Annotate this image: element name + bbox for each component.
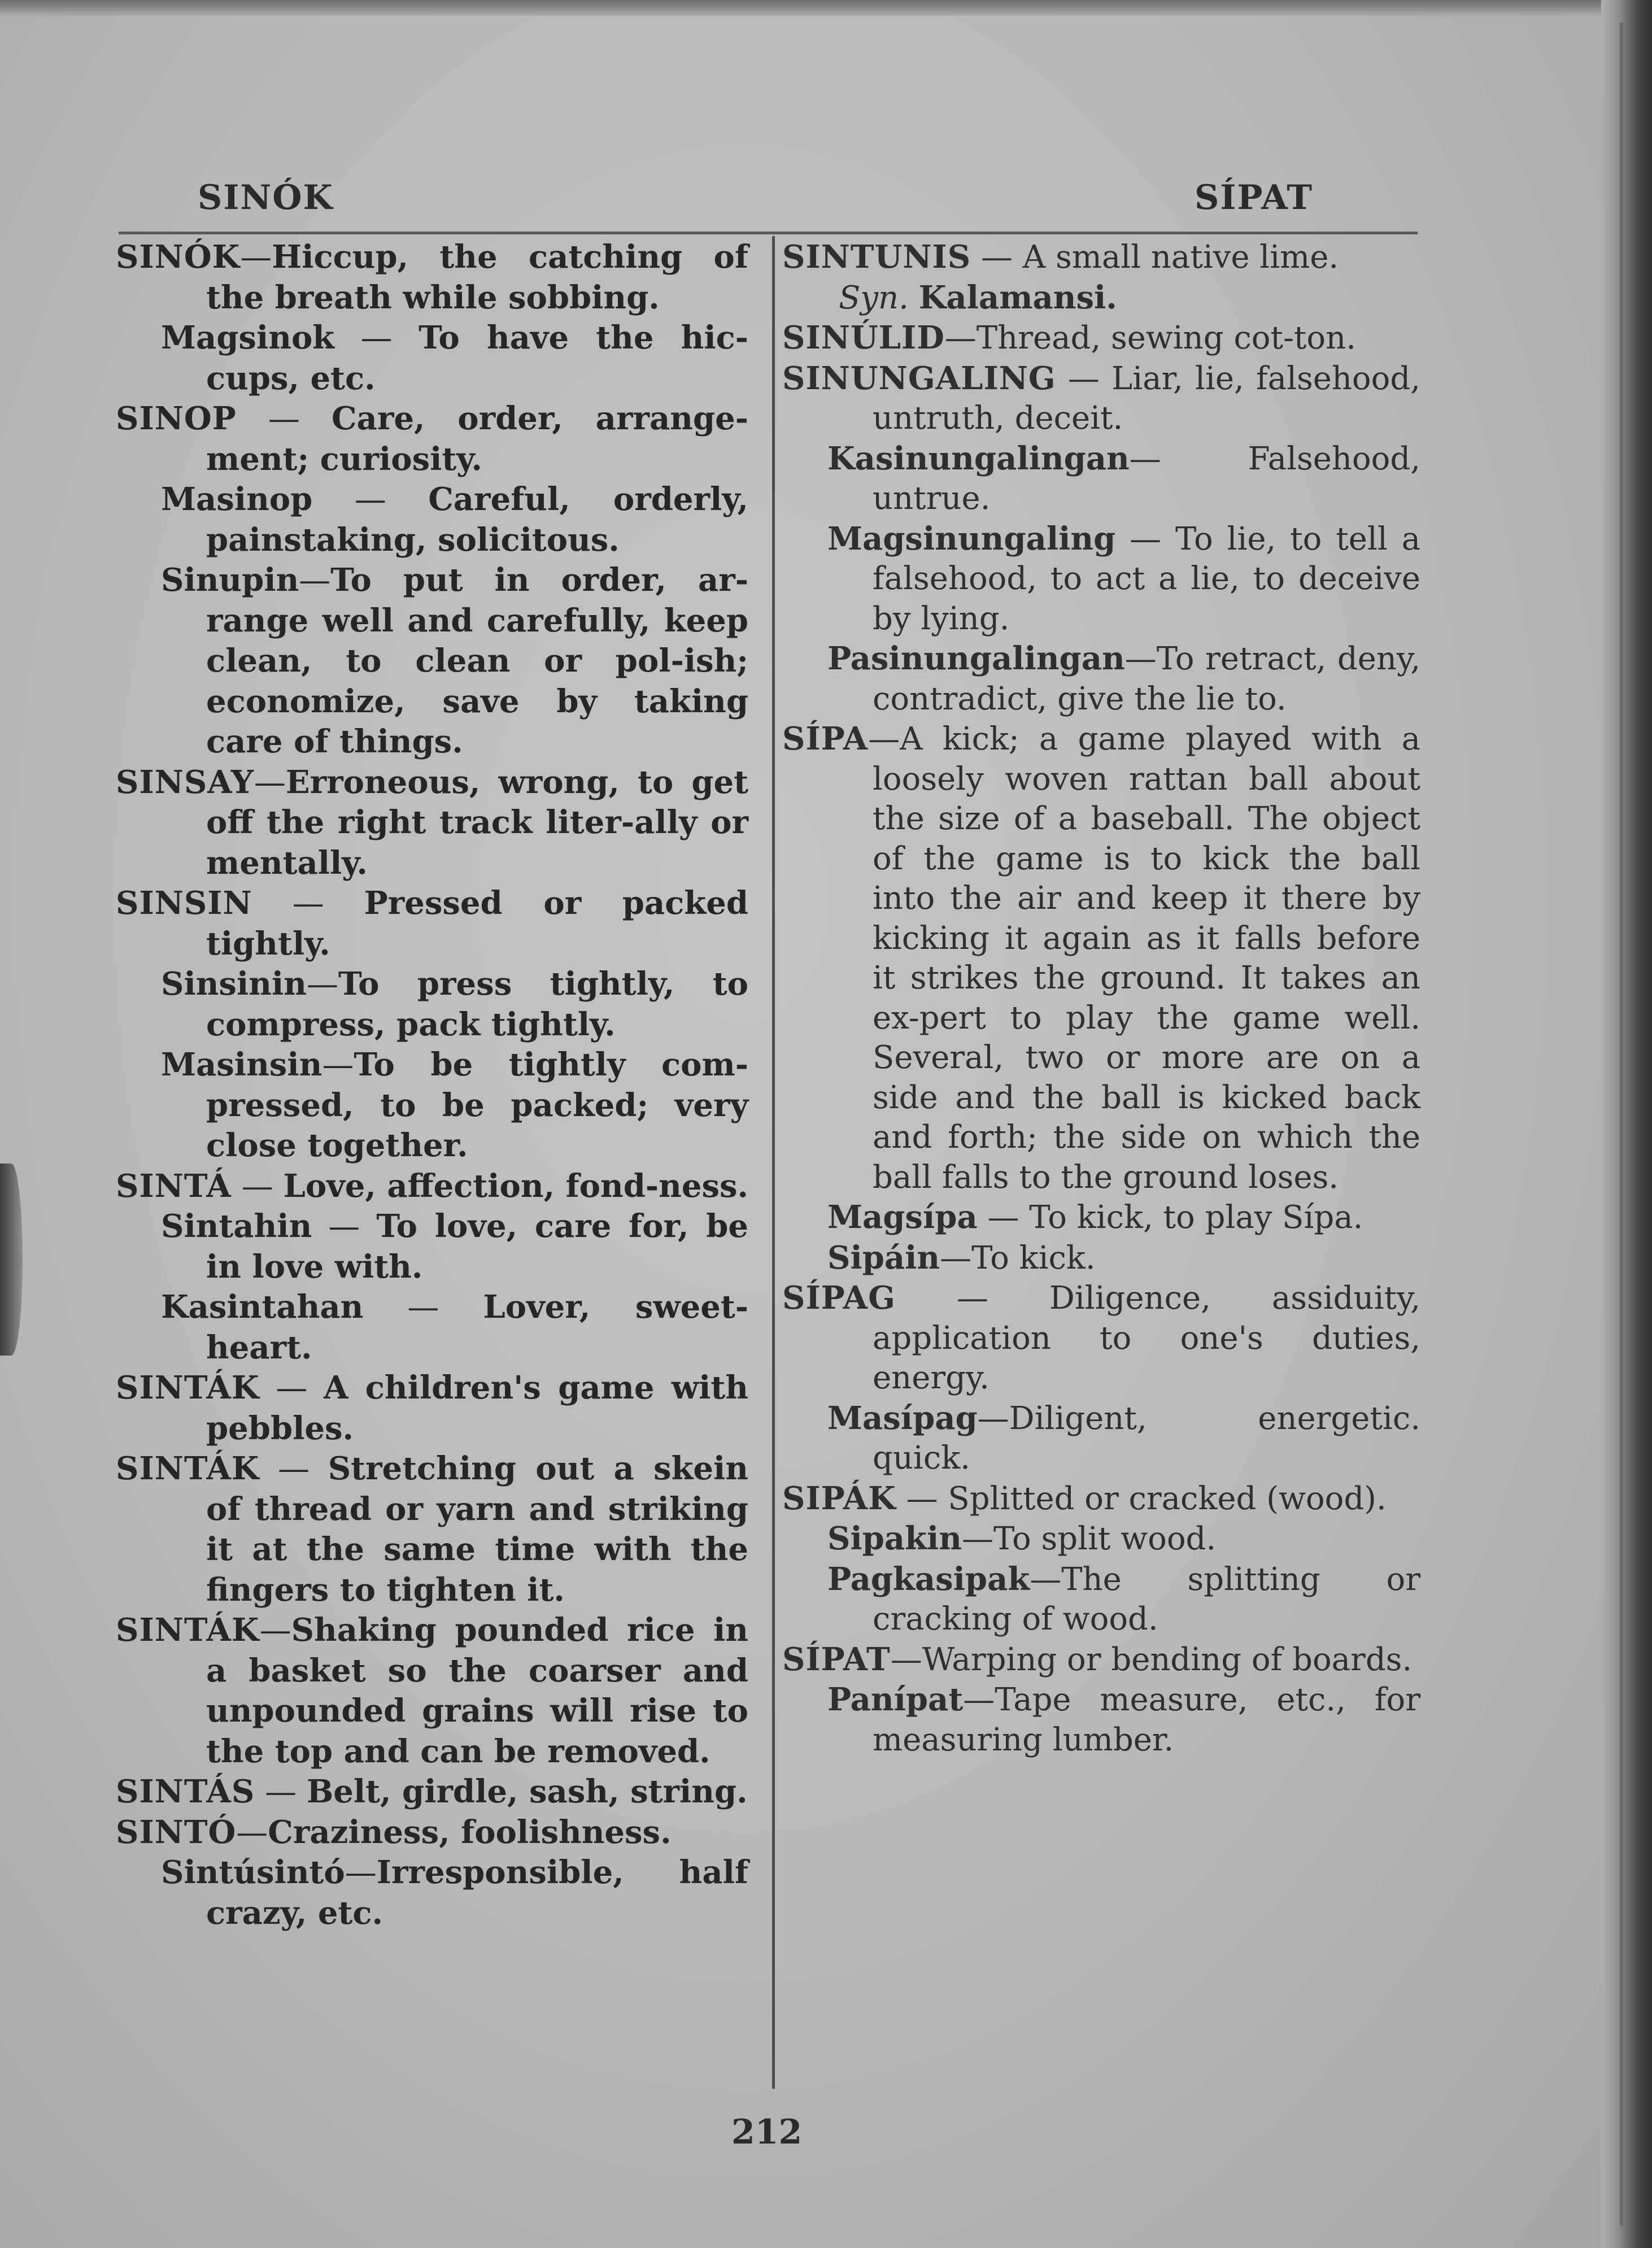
em-dash: — [299,562,331,599]
dictionary-entry [116,399,748,480]
sub-entry [116,1287,748,1368]
binding-shadow [0,1164,23,1356]
sub-entry [116,1206,748,1287]
synonym-line [782,278,1420,319]
book-edge-line [1620,23,1623,2225]
dictionary-entry [782,237,1420,278]
synonym-word: Kalamansi. [918,278,1117,316]
em-dash: — [259,1612,291,1649]
em-dash: — [977,1199,1030,1236]
derived-word: Kasintahan [161,1288,364,1326]
dictionary-entry [782,318,1420,359]
definition: Care, order, arrange-ment; curiosity. [206,400,748,478]
definition: A small native lime. [1022,239,1339,276]
em-dash: — [890,1641,922,1678]
definition: Irresponsible, half crazy, etc. [206,1854,748,1932]
sub-entry [116,1045,748,1166]
em-dash: — [977,1400,1009,1437]
dictionary-entry [116,763,748,884]
em-dash: — [1115,520,1175,557]
em-dash: — [259,1450,328,1487]
definition: Falsehood, untrue. [873,440,1420,517]
derived-word: Sinupin [161,561,299,599]
page-top-edge [0,0,1652,16]
derived-word: Magsinok [161,319,335,356]
definition: Diligence, assiduity, application to one's duties, energy. [873,1280,1420,1396]
em-dash: — [1030,1561,1062,1598]
definition: Shaking pounded rice in a basket so the coarser and unpounded grains will rise to the top and can be removed. [206,1611,748,1770]
em-dash: — [306,966,338,1003]
em-dash: — [334,320,419,356]
dictionary-entry [116,883,748,964]
headword: SINÚLID [782,319,945,356]
derived-word: Pasinungalingan [827,640,1125,677]
dictionary-entry [116,1813,748,1853]
page-number: 212 [731,2112,803,2152]
column-divider [772,236,775,2089]
headword: SÍPAT [782,1640,891,1678]
em-dash: — [254,764,286,801]
dictionary-entry [116,1772,748,1813]
definition: Love, affection, fond-ness. [283,1167,749,1205]
definition: Hiccup, the catching of the breath while sobbing. [206,238,748,316]
headword: SINTUNIS [782,238,971,276]
em-dash: — [240,239,272,276]
definition: Warping or bending of boards. [922,1641,1413,1678]
sub-entry [782,1680,1420,1760]
headword: SINTÓ [116,1813,237,1851]
sub-entry [116,560,748,763]
derived-word: Sintúsintó [161,1854,345,1891]
em-dash: — [252,885,364,922]
em-dash: — [312,1208,377,1245]
definition: Careful, orderly, painstaking, solicitous. [206,481,749,559]
em-dash: — [961,1521,993,1557]
definition: Thread, sewing cot-ton. [976,320,1356,356]
book-edge [1601,0,1652,2248]
sub-entry [782,639,1420,719]
sub-entry [782,439,1420,519]
em-dash: — [895,1280,1049,1317]
em-dash: — [255,1774,307,1810]
derived-word: Sintahin [161,1208,312,1245]
em-dash: — [236,1814,268,1851]
dictionary-entry [116,1449,748,1610]
definition: Diligent, energetic. quick. [873,1400,1420,1476]
definition: To press tightly, to compress, pack tightly. [206,965,748,1043]
headword: SINTÁS [116,1773,255,1810]
em-dash: — [345,1854,377,1891]
definition: To kick. [971,1239,1096,1277]
sub-entry [782,1399,1420,1479]
guide-word-left: SINÓK [198,178,334,217]
headword: SÍPAG [782,1279,896,1317]
definition: To have the hic-cups, etc. [206,319,748,397]
definition: Erroneous, wrong, to get off the right track liter-ally or mentally. [206,763,748,882]
sub-entry [782,1519,1420,1559]
dictionary-entry [116,1610,748,1772]
definition: Stretching out a skein of thread or yarn and striking it at the same time with the fingers to tighten it. [206,1450,748,1609]
sub-entry [116,480,748,560]
derived-word: Masinop [161,481,313,518]
headword: SINOP [116,400,237,437]
header-rule [119,232,1418,234]
em-dash: — [944,320,977,356]
definition: Tape measure, etc., for measuring lumber. [873,1681,1420,1758]
em-dash: — [312,481,429,518]
headword: SINÓK [116,238,241,276]
definition: To split wood. [993,1521,1217,1557]
definition: To be tightly com-pressed, to be packed; very close together. [206,1046,748,1164]
em-dash: — [971,239,1023,276]
derived-word: Sinsinin [161,965,307,1003]
sub-entry [116,1853,748,1933]
sub-entry [782,1197,1420,1238]
em-dash: — [259,1370,324,1406]
definition: The splitting or cracking of wood. [873,1561,1420,1637]
definition: Splitted or cracked (wood). [948,1480,1387,1517]
em-dash: — [231,1167,284,1205]
sub-entry [782,519,1420,639]
derived-word: Masípag [827,1399,978,1437]
sub-entry [116,318,748,399]
headword: SÍPA [782,720,869,757]
headword: SINTÁK [116,1611,260,1649]
sub-entry [782,1238,1420,1279]
derived-word: Masinsin [161,1046,322,1083]
sub-entry [782,1559,1420,1640]
definition: To put in order, ar-range well and carefully, keep clean, to clean or pol-ish; economize, save by taking care of things. [206,561,748,760]
em-dash: — [1129,440,1248,477]
definition: Pressed or packed tightly. [206,885,748,962]
derived-word: Sipáin [827,1239,940,1277]
definition: To lie, to tell a falsehood, to act a lie, to deceive by lying. [873,520,1420,637]
definition: A children's game with pebbles. [206,1369,748,1447]
synonym-label: Syn. [839,279,909,316]
em-dash: — [963,1681,995,1718]
derived-word: Magsinungaling [827,520,1116,557]
dictionary-entry [782,1479,1420,1519]
derived-word: Magsípa [827,1199,978,1236]
guide-word-right: SÍPAT [1195,178,1314,217]
definition: Lover, sweet-heart. [206,1288,749,1366]
headword: SINTÁK [116,1369,260,1406]
em-dash: — [868,721,900,757]
headword: SINUNGALING [782,359,1056,397]
dictionary-entry [116,1166,748,1207]
headword: SIPÁK [782,1479,896,1517]
left-column [116,237,748,1933]
dictionary-entry [782,719,1420,1197]
right-column [782,237,1420,1760]
derived-word: Kasinungalingan [827,439,1130,477]
headword: SINSIN [116,885,252,922]
definition: To love, care for, be in love with. [206,1208,748,1286]
dictionary-entry [782,1640,1420,1680]
em-dash: — [363,1289,483,1326]
definition: To retract, deny, contradict, give the lie to. [873,641,1420,717]
dictionary-entry [116,1368,748,1449]
em-dash: — [236,400,332,437]
definition: To kick, to play Sípa. [1029,1199,1363,1236]
dictionary-entry [116,237,748,318]
derived-word: Sipakin [827,1520,962,1557]
definition: Craziness, foolishness. [268,1813,672,1851]
em-dash: — [322,1047,354,1083]
em-dash: — [896,1480,948,1517]
headword: SINTÁK [116,1450,260,1487]
definition: Belt, girdle, sash, string. [306,1773,748,1810]
definition: A kick; a game played with a loosely woven rattan ball about the size of a baseball. The object of the game is to kick the ball into the air and keep it there by kicking it again as it falls before it strikes the ground. It takes an ex-pert to play the game well. Several, two or more are on a side and the ball is kicked back and forth; the side on which the ball falls to the ground loses. [873,721,1420,1196]
derived-word: Pagkasipak [827,1560,1030,1598]
em-dash: — [1056,360,1111,397]
headword: SINSAY [116,763,254,801]
definition: Liar, lie, falsehood, untruth, deceit. [873,360,1420,437]
em-dash: — [940,1239,972,1277]
dictionary-entry [782,359,1420,439]
dictionary-entry [782,1278,1420,1399]
sub-entry [116,964,748,1045]
headword: SINTÁ [116,1167,232,1205]
derived-word: Panípat [827,1681,964,1718]
em-dash: — [1124,641,1157,677]
